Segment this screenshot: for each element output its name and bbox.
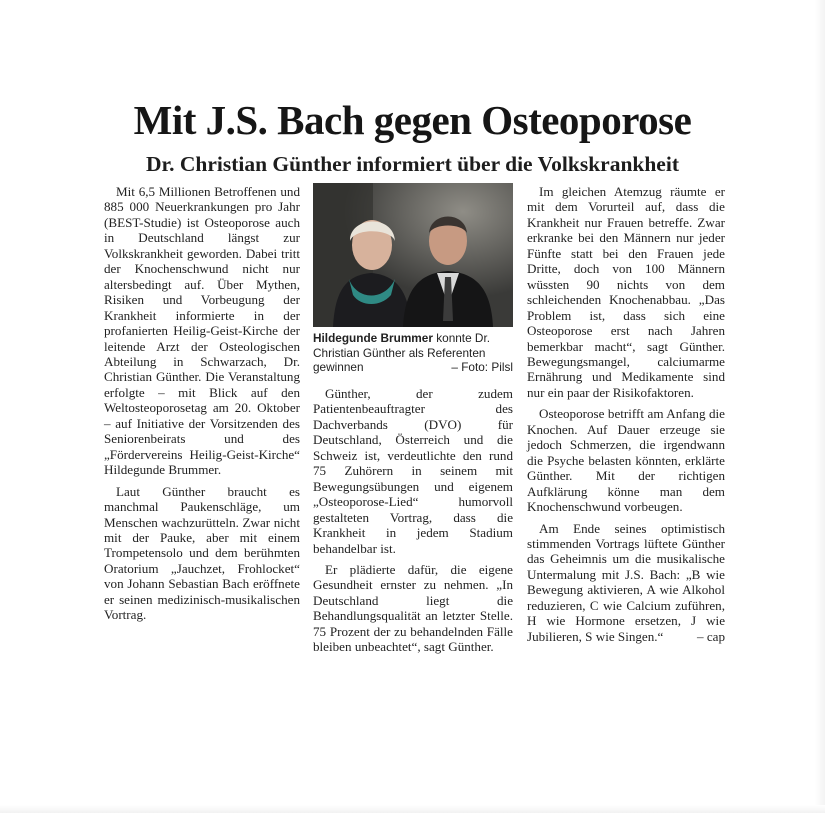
article-column-3 (527, 184, 725, 644)
paragraph: Mit 6,5 Millionen Betroffenen und 885 000 Neuerkrankungen pro Jahr (BEST-Studie) ist Osteoporose auch in Deutschland längst zur Volkskrankheit geworden. Dabei tritt der Knochenschwund nicht nur altersbedingt auf. Über Mythen, Risiken und Vorbeugung der Krankheit informierte in der profanierten Heilig-Geist-Kirche der leitende Arzt der Osteologischen Abteilung in Schwarzach, Dr. Christian Günther. Die Veranstaltung erfolgte – mit Blick auf den Weltosteoporosetag am 20. Oktober – auf Initiative der Vorsitzenden des Seniorenbeirats und des „Fördervereins Heilig-Geist-Kirche“ Hildegunde Brummer. (104, 184, 300, 478)
paragraph: Günther, der zudem Patientenbeauftragter des Dachverbands (DVO) für Deutschland, Österreich und die Schweiz ist, verdeutlichte den rund 75 Zuhörern in seinem mit Bewegungsübungen und eigenem „Osteoporose-Lied“ humorvoll gestalteten Vortrag, dass die Krankheit in jedem Stadium behandelbar ist. (313, 386, 513, 556)
caption-name: Hildegunde Brummer (313, 331, 433, 345)
photo-credit: – Foto: Pilsl (451, 360, 513, 374)
paragraph: Osteoporose betrifft am Anfang die Knochen. Auf Dauer erzeuge sie jedoch Schmerzen, die irgendwann die Psyche belasten könnten, erklärte Günther. Mit der richtigen Aufklärung könne man dem Knochenschwund vorbeugen. (527, 406, 725, 515)
paragraph: Im gleichen Atemzug räumte er mit dem Vorurteil auf, dass die Krankheit nur Frauen betreffe. Zwar erkranke bei den Männern nur jeder Fünfte statt bei den Frauen jede Dritte, doch von 100 Männern wüssten 90 nichts von dem schleichenden Knochenabbau. „Das Problem ist, dass sich eine Osteoporose erst nach Jahren bemerkbar macht“, sagt Günther. Bewegungsmangel, calciumarme Ernährung und Medikamente sind nur ein paar der Risikofaktoren. (527, 184, 725, 400)
paragraph: Laut Günther braucht es manchmal Paukenschläge, um Menschen wachzurütteln. Zwar nicht mit der Pauke, aber mit einem Trompetensolo und dem berühmten Oratorium „Jauchzet, Frohlocket“ von Johann Sebastian Bach eröffnete er seinen medizinisch-musikalischen Vortrag. (104, 483, 300, 623)
article-column-1 (104, 184, 300, 623)
article-photo (313, 183, 513, 327)
photo-people-illustration (313, 183, 513, 327)
paragraph-text: Am Ende seines optimistisch stimmenden Vortrags lüftete Günther das Geheimnis um die musikalische Untermalung mit J.S. Bach: „B wie Bewegung aktivieren, A wie Alkohol reduzieren, C wie Calcium zuführen, H wie Hormone ersetzen, J wie Jubilieren, S wie Singen.“ (527, 520, 725, 644)
article-subheadline: Dr. Christian Günther informiert über die Volkskrankheit (146, 152, 679, 176)
photo-caption (313, 331, 513, 375)
author-byline: – cap (697, 628, 725, 644)
paragraph: Er plädierte dafür, die eigene Gesundheit ernster zu nehmen. „In Deutschland liegt die Behandlungsqualität an letzter Stelle. 75 Prozent der zu behandelnden Fälle bleiben unbeachtet“, sagt Günther. (313, 561, 513, 655)
article-column-2 (313, 386, 513, 655)
paragraph (527, 521, 725, 645)
article-headline: Mit J.S. Bach gegen Osteoporose (133, 97, 692, 143)
caption-text: konnte Dr. Christian Günther als Referenten gewinnen (313, 331, 491, 374)
scan-edge-bottom (0, 805, 825, 813)
